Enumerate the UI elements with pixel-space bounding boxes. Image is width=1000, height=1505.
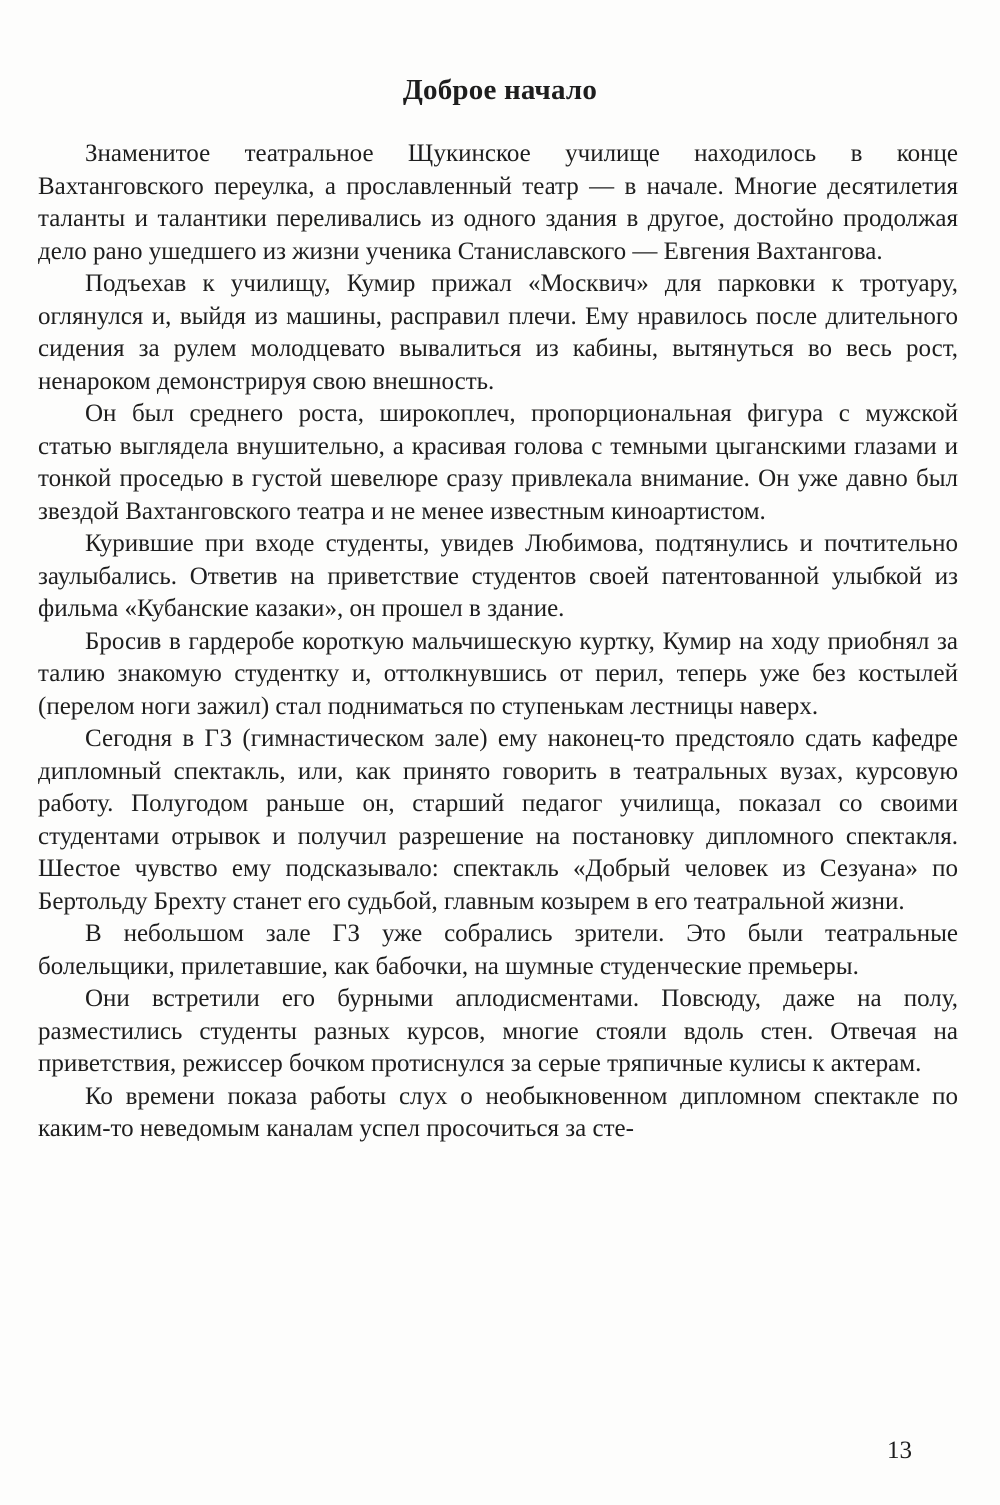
paragraph: В небольшом зале ГЗ уже собрались зрители. Это были театральные болельщики, прилетавшие, как бабочки, на шумные студенческие премьеры. — [38, 920, 958, 980]
paragraph: Они встретили его бурными аплодисментами. Повсюду, даже на полу, разместились студенты разных курсов, многие стояли вдоль стен. Отвечая на приветствия, режиссер бочком протиснулся за серые тряпичные кулисы к актерам. — [38, 985, 958, 1077]
page-number: 13 — [887, 1437, 912, 1464]
chapter-title: Доброе начало — [402, 74, 598, 106]
paragraph: Знаменитое театральное Щукинское училище находилось в конце Вахтанговского переулка, а прославленный театр — в начале. Многие десятилетия таланты и талантики переливались из одного здания в другое, достойно продолжая дело рано ушедшего из жизни ученика Станиславского — Евгения Вахтангова. — [38, 140, 958, 265]
paragraph: Он был среднего роста, широкоплеч, пропорциональная фигура с мужской статью выглядела внушительно, а красивая голова с темными цыганскими глазами и тонкой проседью в густой шевелюре сразу привлекала внимание. Он уже давно был звездой Вахтанговского театра и не менее известным киноартистом. — [38, 400, 958, 525]
paragraph: Курившие при входе студенты, увидев Любимова, подтянулись и почтительно заулыбались. Ответив на приветствие студентов своей патентованной улыбкой из фильма «Кубанские казаки», он прошел в здание. — [38, 530, 958, 622]
paragraph: Подъехав к училищу, Кумир прижал «Москвич» для парковки к тротуару, оглянулся и, выйдя из машины, расправил плечи. Ему нравилось после длительного сидения за рулем молодцевато вывалиться из кабины, вытянуться во весь рост, ненароком демонстрируя свою внешность. — [38, 270, 958, 395]
paragraph: Ко времени показа работы слух о необыкновенном дипломном спектакле по каким-то неведомым каналам успел просочиться за сте- — [38, 1082, 958, 1142]
chapter-body — [38, 138, 958, 1146]
paragraph: Бросив в гардеробе короткую мальчишескую куртку, Кумир на ходу приобнял за талию знакомую студентку и, оттолкнувшись от перил, теперь уже без костылей (перелом ноги зажил) стал подниматься по ступенькам лестницы наверх. — [38, 627, 958, 720]
paragraph: Сегодня в ГЗ (гимнастическом зале) ему наконец-то предстояло сдать кафедре дипломный спектакль, или, как принято говорить в театральных вузах, курсовую работу. Полугодом раньше он, старший педагог училища, показал со своими студентами отрывок и получил разрешение на постановку дипломного спектакля. Шестое чувство ему подсказывало: спектакль «Добрый человек из Сезуана» по Бертольду Брехту станет его судьбой, главным козырем в его театральной жизни. — [38, 725, 958, 915]
